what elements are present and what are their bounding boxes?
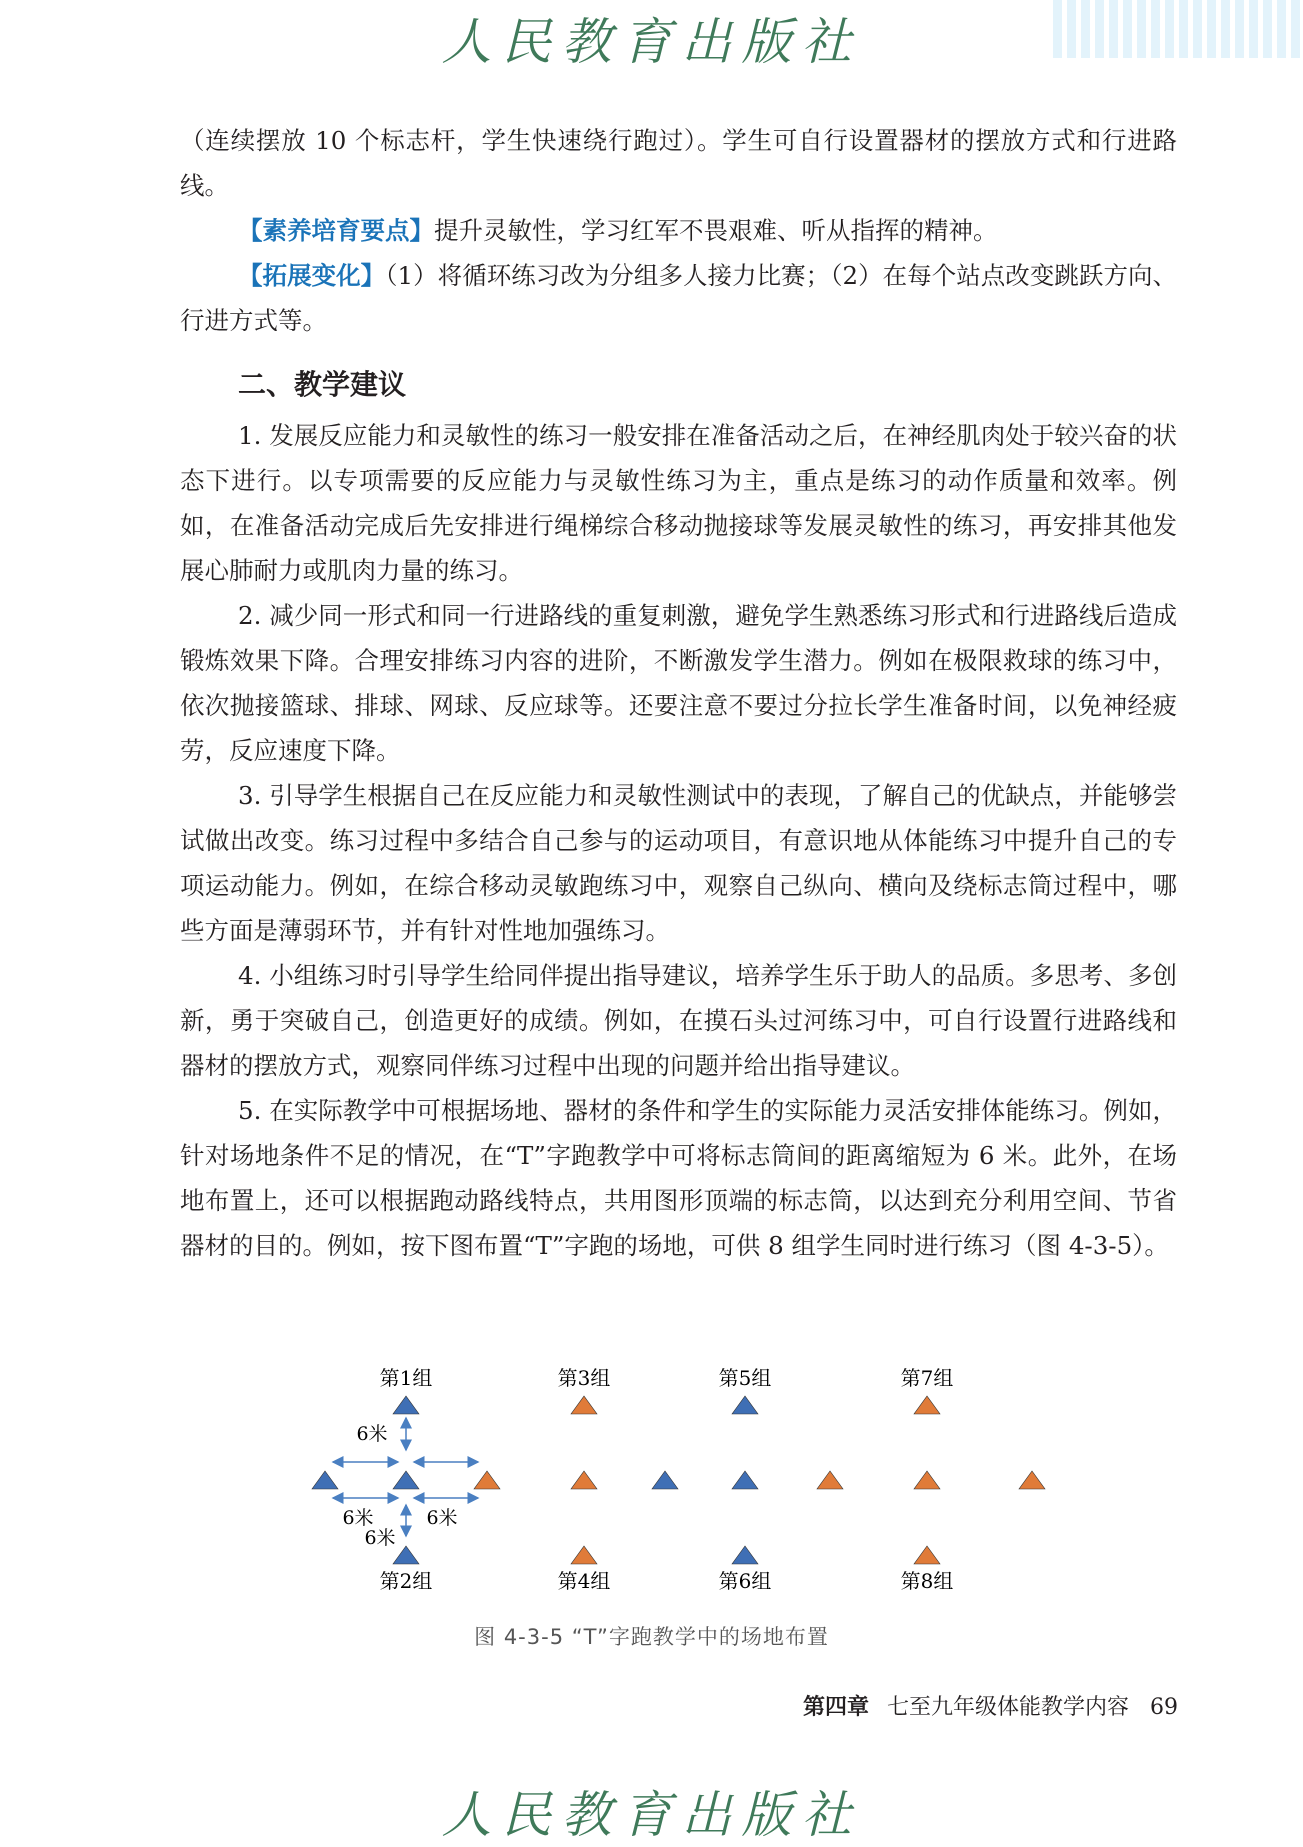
paragraph-extension	[180, 253, 1177, 343]
key-points-text: 提升灵敏性，学习红军不畏艰难、听从指挥的精神。	[434, 216, 998, 245]
suggestion-1: 1. 发展反应能力和灵敏性的练习一般安排在准备活动之后，在神经肌肉处于较兴奋的状态下进行。以专项需要的反应能力与灵敏性练习为主，重点是练习的动作质量和效率。例如，在准备活动完成后先安排进行绳梯综合移动抛接球等发展灵敏性的练习，再安排其他发展心肺耐力或肌肉力量的练习。	[180, 421, 1177, 585]
figure-caption: 图 4-3-5 “T”字跑教学中的场地布置	[474, 1625, 829, 1649]
cone-marker	[571, 1471, 597, 1489]
group-label-4: 第4组	[557, 1569, 611, 1593]
cone-marker	[732, 1471, 758, 1489]
cone-marker	[571, 1396, 597, 1414]
cone-marker	[571, 1546, 597, 1564]
publisher-logo-bottom: 人民教育出版社	[441, 1786, 862, 1844]
cone-marker	[914, 1471, 940, 1489]
footer-chapter: 第四章	[802, 1694, 869, 1720]
distance-label-left: 6米	[342, 1507, 374, 1529]
footer-chapter-title: 七至九年级体能教学内容	[887, 1695, 1130, 1720]
group-label-1: 第1组	[379, 1366, 433, 1390]
suggestion-3: 3. 引导学生根据自己在反应能力和灵敏性测试中的表现，了解自己的优缺点，并能够尝试做出改变。练习过程中多结合自己参与的运动项目，有意识地从体能练习中提升自己的专项运动能力。例如，在综合移动灵敏跑练习中，观察自己纵向、横向及绕标志筒过程中，哪些方面是薄弱环节，并有针对性地加强练习。	[180, 781, 1177, 945]
suggestion-5: 5. 在实际教学中可根据场地、器材的条件和学生的实际能力灵活安排体能练习。例如，针对场地条件不足的情况，在“T”字跑教学中可将标志筒间的距离缩短为 6 米。此外，在场地布置上，还可以根据跑动路线特点，共用图形顶端的标志筒，以达到充分利用空间、节省器材的目的。例如，按下图布置“T”字跑的场地，可供 8 组学生同时进行练习（图 4-3-5）。	[180, 1096, 1177, 1260]
cone-marker	[312, 1471, 338, 1489]
group-label-3: 第3组	[557, 1366, 611, 1390]
cone-marker	[393, 1471, 419, 1489]
cone-marker	[1019, 1471, 1045, 1489]
cone-marker	[393, 1396, 419, 1414]
t-run-field-diagram	[0, 1350, 1303, 1610]
cone-marker	[914, 1546, 940, 1564]
cones	[312, 1396, 1045, 1564]
cone-marker	[817, 1471, 843, 1489]
page-footer	[803, 1690, 1178, 1721]
suggestion-4: 4. 小组练习时引导学生给同伴提出指导建议，培养学生乐于助人的品质。多思考、多创新，勇于突破自己，创造更好的成绩。例如，在摸石头过河练习中，可自行设置行进路线和器材的摆放方式，观察同伴练习过程中出现的问题并给出指导建议。	[180, 961, 1177, 1080]
group-label-8: 第8组	[900, 1569, 954, 1593]
extension-label: 【拓展变化】	[238, 261, 386, 290]
cone-marker	[732, 1396, 758, 1414]
section-heading: 二、教学建议	[238, 368, 407, 401]
distance-label-vertical-bottom: 6米	[364, 1527, 396, 1549]
page-number: 69	[1150, 1695, 1178, 1720]
cone-marker	[732, 1546, 758, 1564]
paragraph-key-points	[180, 208, 1177, 253]
distance-label-vertical-top: 6米	[356, 1423, 388, 1445]
group-label-2: 第2组	[379, 1569, 433, 1593]
extension-text: （1）将循环练习改为分组多人接力比赛；（2）在每个站点改变跳跃方向、行进方式等。	[180, 261, 1178, 335]
suggestion-2: 2. 减少同一形式和同一行进路线的重复刺激，避免学生熟悉练习形式和行进路线后造成锻炼效果下降。合理安排练习内容的进阶，不断激发学生潜力。例如在极限救球的练习中，依次抛接篮球、排球、网球、反应球等。还要注意不要过分拉长学生准备时间，以免神经疲劳，反应速度下降。	[180, 601, 1177, 765]
distance-label-right: 6米	[426, 1507, 458, 1529]
cone-marker	[474, 1471, 500, 1489]
group-label-5: 第5组	[718, 1366, 772, 1390]
group-label-7: 第7组	[900, 1366, 954, 1390]
main-text	[180, 118, 1177, 1268]
cone-marker	[914, 1396, 940, 1414]
cone-marker	[652, 1471, 678, 1489]
paragraph-continued: （连续摆放 10 个标志杆，学生快速绕行跑过）。学生可自行设置器材的摆放方式和行进路线。	[180, 126, 1177, 200]
cone-marker	[393, 1546, 419, 1564]
publisher-logo-top: 人民教育出版社	[441, 13, 862, 71]
group-label-6: 第6组	[718, 1569, 772, 1593]
key-points-label: 【素养培育要点】	[238, 216, 434, 245]
